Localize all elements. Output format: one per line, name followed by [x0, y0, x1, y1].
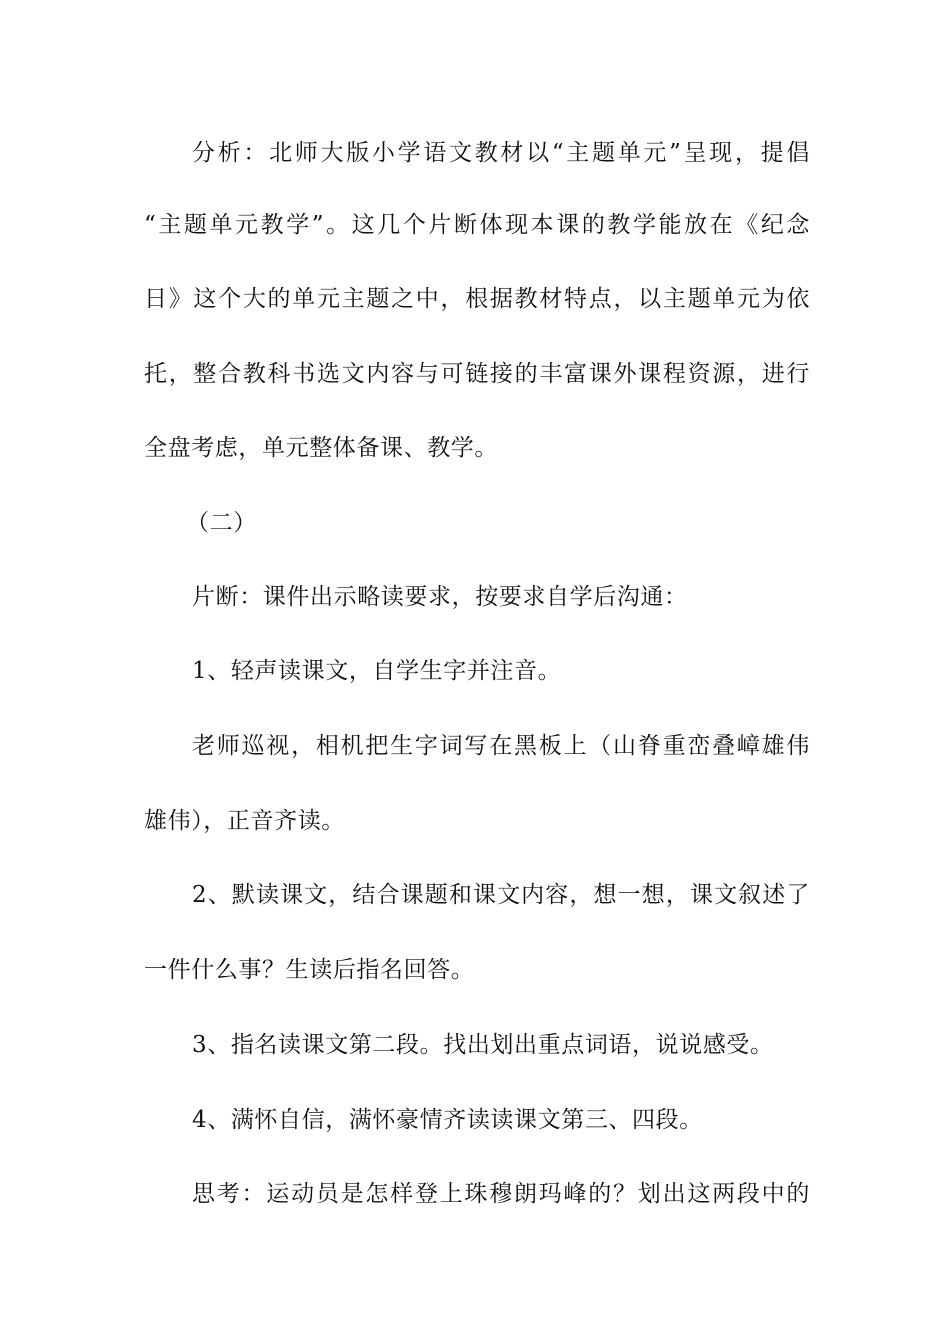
step-2-line-2: 一件什么事？生读后指名回答。	[144, 957, 475, 983]
analysis-line-4: 托，整合教科书选文内容与可链接的丰富课外课程资源，进行	[144, 361, 810, 387]
section-heading: （二）	[186, 510, 257, 536]
step-2-line-1: 2、默读课文，结合课题和课文内容，想一想，课文叙述了	[192, 882, 810, 908]
analysis-line-5: 全盘考虑，单元整体备课、教学。	[144, 435, 498, 461]
teacher-note-line-2: 雄伟），正音齐读。	[144, 808, 345, 834]
analysis-line-2: “主题单元教学”。这几个片断体现本课的教学能放在《纪念	[144, 212, 810, 238]
step-3: 3、指名读课文第二段。找出划出重点词语，说说感受。	[192, 1032, 774, 1058]
fragment-intro: 片断：课件出示略读要求，按要求自学后沟通：	[192, 584, 688, 610]
step-1: 1、轻声读课文，自学生字并注音。	[192, 658, 562, 684]
analysis-line-3: 日》这个大的单元主题之中，根据教材特点，以主题单元为依	[144, 286, 810, 312]
analysis-line-1: 分析：北师大版小学语文教材以“主题单元”呈现，提倡	[192, 140, 810, 166]
teacher-note-line-1: 老师巡视，相机把生字词写在黑板上（山脊重峦叠嶂雄伟	[192, 733, 810, 759]
step-4: 4、满怀自信，满怀豪情齐读读课文第三、四段。	[192, 1107, 703, 1133]
thinking-line-1: 思考：运动员是怎样登上珠穆朗玛峰的？划出这两段中的	[192, 1181, 810, 1207]
